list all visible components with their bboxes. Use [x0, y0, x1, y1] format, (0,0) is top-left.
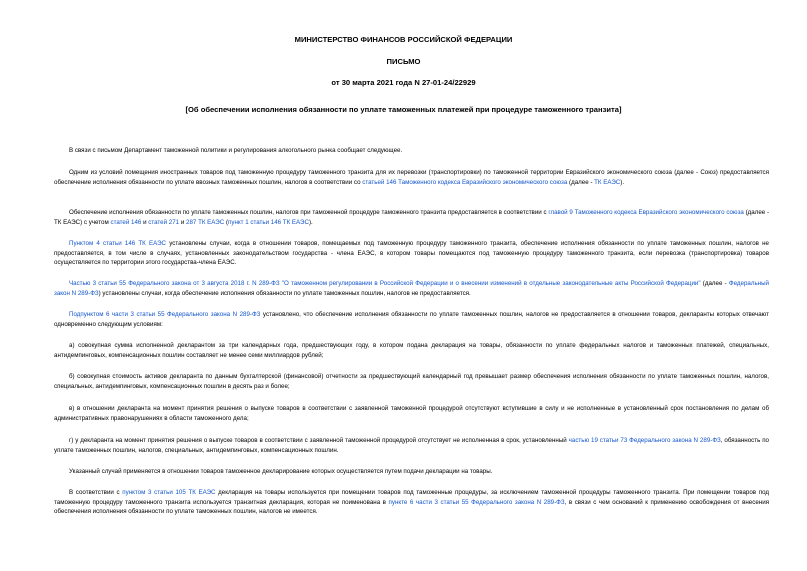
- paragraph-8: [54, 372, 769, 391]
- paragraph-11-text: Указанный случай применяется в отношении товаров таможенное декларирование которых осуществляется путем подачи декларации на товары.: [69, 468, 493, 475]
- paragraph-8-text: б) совокупная стоимость активов декларанта по данным бухгалтерской (финансовой) отчетности за предшествующий календарный год превышает размер обеспечения исполнения обязанности по уплате таможенных пошлин, налогов, специальных, антидемпинговых, компенсационных пошлин в десять раз и более;: [54, 373, 769, 390]
- paragraph-12: [54, 488, 769, 517]
- link-part-3-article-55[interactable]: Частью 3 статьи 55 Федерального закона от 3 августа 2018 г. N 289-ФЗ "О таможенном регулировании в Российской Федерации и о внесении изменений в отдельные законодательные акты Российской Федерации": [69, 280, 701, 287]
- paragraph-2: [54, 168, 769, 187]
- link-articles-146[interactable]: статей 146: [110, 218, 142, 226]
- paragraph-5: [54, 279, 769, 298]
- paragraph-6-text: установлено, что обеспечение исполнения обязанности по уплате таможенных пошлин, налогов не предоставляется в отношении товаров, декларанты которых отвечают одновременно следующим условиям:: [54, 311, 769, 328]
- paragraph-5-text: (далее -: [700, 280, 729, 287]
- paragraph-12-text-b: декларация на товары используется при помещении товаров под таможенные процедуры, за исключением таможенной процедуры таможенного транзита. При помещении товаров под таможенную процедуру таможенного транзита используется транзитная декларация, которая не поименована в: [54, 489, 769, 506]
- link-federal-law-289[interactable]: Федеральный закон N 289-ФЗ: [54, 280, 769, 297]
- link-part-19-article-73[interactable]: частью 19 статьи 73 Федерального закона N 289-ФЗ: [568, 437, 721, 444]
- paragraph-3-text-d: и: [179, 218, 187, 226]
- paragraph-1: [54, 146, 769, 156]
- link-articles-271[interactable]: статей 271: [148, 218, 180, 226]
- paragraph-4: [54, 239, 769, 268]
- paragraph-3-text-e: (: [224, 218, 228, 226]
- paragraph-10-text-b: , обязанность по уплате таможенных пошлин, налогов, специальных, антидемпинговых, компенсационных пошлин.: [54, 437, 769, 454]
- link-article-146[interactable]: статьей 146 Таможенного кодекса Евразийского экономического союза: [362, 178, 568, 186]
- paragraph-2-text-c: ).: [620, 178, 625, 186]
- paragraph-3-text: Обеспечение исполнения обязанности по уплате таможенных пошлин, налогов при таможенной процедуре таможенного транзита предоставляется в соответствии с: [69, 209, 549, 216]
- paragraph-9-text: в) в отношении декларанта на момент принятия решения о выпуске товаров в соответствии с заявленной таможенной процедурой отсутствуют вступившие в силу и не исполненные в установленный срок постановления по делам об административных правонарушениях в области таможенного дела;: [54, 405, 769, 422]
- paragraph-12-text: В соответствии с: [69, 489, 123, 496]
- paragraph-4-text: установлены случаи, когда в отношении товаров, помещаемых под таможенную процедуру таможенного транзита, обеспечение исполнения обязанности по уплате таможенных пошлин, налогов не предоставляется, в том числе в случаях, установленных законодательством государства - члена ЕАЭС, в котором товары помещаются под таможенную процедуру таможенного транзита, если перевозка (транспортировка) товаров осуществляется по территории этого государства-члена ЕАЭС.: [54, 240, 769, 266]
- link-point-3-article-105[interactable]: пунктом 3 статьи 105 ТК ЕАЭС: [122, 489, 216, 496]
- link-point-1-article-146[interactable]: пункт 1 статьи 146 ТК ЕАЭС: [228, 218, 309, 226]
- document-date-number: от 30 марта 2021 года N 27-01-24/22929: [331, 78, 476, 87]
- paragraph-11: [54, 467, 769, 477]
- link-287[interactable]: 287 ТК ЕАЭС: [186, 218, 225, 226]
- paragraph-5-text-b: ) установлены случаи, когда обеспечение исполнения обязанности по уплате таможенных пошлин, налогов не предоставляется.: [98, 289, 471, 297]
- paragraph-6: [54, 310, 769, 329]
- link-tk-eaes[interactable]: ТК ЕАЭС: [594, 178, 621, 186]
- link-subpoint-6[interactable]: Подпунктом 6 части 3 статьи 55 Федерального закона N 289-ФЗ: [69, 311, 261, 318]
- paragraph-9: [54, 404, 769, 423]
- document-subject: [Об обеспечении исполнения обязанности по уплате таможенных платежей при процедуре таможенного транзита]: [185, 105, 622, 114]
- paragraph-7-text: а) совокупная сумма исполненной декларантом за три календарных года, предшествующих году, в котором подана декларация на товары, обязанности по уплате федеральных налогов и таможенных платежей, специальных, антидемпинговых, компенсационных пошлин составляет не менее семи миллиардов рублей;: [54, 342, 769, 359]
- document-type: ПИСЬМО: [386, 57, 421, 66]
- link-chapter-9[interactable]: главой 9 Таможенного кодекса Евразийского экономического союза: [548, 209, 744, 216]
- paragraph-3-text-f: ).: [308, 218, 313, 226]
- paragraph-3: [54, 208, 769, 227]
- paragraph-10: [54, 436, 769, 455]
- paragraph-3-text-c: и: [141, 218, 149, 226]
- link-point-4-article-146[interactable]: Пунктом 4 статьи 146 ТК ЕАЭС: [69, 240, 167, 247]
- paragraph-12-text-c: , в связи с чем оснований к применению освобождения от внесения обеспечения исполнения обязанности по уплате таможенных пошлин, налогов не имеется.: [54, 498, 769, 515]
- paragraph-7: [54, 341, 769, 360]
- ministry-title: МИНИСТЕРСТВО ФИНАНСОВ РОССИЙСКОЙ ФЕДЕРАЦИИ: [294, 35, 513, 44]
- paragraph-2-text: Одним из условий помещения иностранных товаров под таможенную процедуру таможенного транзита для их перевозки (транспортировки) по таможенной территории Евразийского экономического союза (далее - Союз) предоставляется обеспечение исполнения обязанности по уплате ввозных таможенных пошлин, налогов в соответствии со: [54, 169, 769, 186]
- link-point-6-part-3-article-55[interactable]: пункте 6 части 3 статьи 55 Федерального закона N 289-ФЗ: [388, 498, 565, 506]
- paragraph-1-text: В связи с письмом Департамент таможенной политики и регулирования алкогольного рынка сообщает следующее.: [69, 147, 403, 154]
- paragraph-2-text-b: (далее -: [567, 178, 595, 186]
- paragraph-3-text-b: (далее - ТК ЕАЭС) с учетом: [54, 209, 770, 226]
- paragraph-10-text: г) у декларанта на момент принятия решения о выпуске товаров в соответствии с заявленной таможенной процедурой отсутствует не исполненная в срок, установленный: [69, 437, 569, 444]
